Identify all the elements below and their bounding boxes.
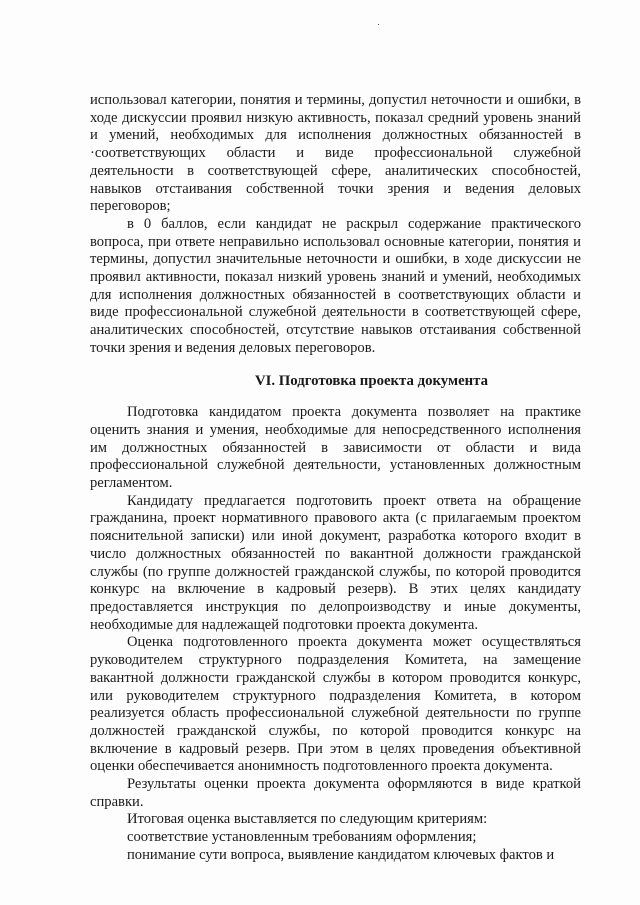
section-title: VI. Подготовка проекта документа [254,372,489,389]
paragraph-criteria-intro: Итоговая оценка выставляется по следующим критериям: [127,811,488,828]
document-body [90,92,581,865]
paragraph-task: Кандидату предлагается подготовить проект ответа на обращение гражданина, проект нормативного правового акта (с прилагаемым проектом пояснительной записки) или иной документ, разработка которого входит в число должностных обязанностей по вакантной должности гражданской службы (по группе должностей гражданской службы, по которой проводится конкурс на включение в кадровый резерв). В этих целях кандидату предоставляется инструкция по делопроизводству и иные документы, необходимые для надлежащей подготовки проекта документа. [90,492,581,633]
paragraph-criterion-understanding: понимание сути вопроса, выявление кандидатом ключевых фактов и [127,846,555,863]
paragraph-results: Результаты оценки проекта документа оформляются в виде краткой справки. [90,776,581,810]
paragraph-evaluation: Оценка подготовленного проекта документа может осуществляться руководителем структурного подразделения Комитета, на замещение вакантной должности гражданской службы в котором проводится конкурс, или руководителем структурного подразделения Комитета, в котором реализуется область профессиональной служебной деятельности по группе должностей гражданской службы, по которой проводится конкурс на включение в кадровый резерв. При этом в целях проведения объективной оценки обеспечивается анонимность подготовленного проекта документа. [90,634,581,775]
paragraph-criterion-formatting: соответствие установленным требованиям оформления; [127,829,477,846]
scan-speck [378,24,379,25]
paragraph-continued: использовал категории, понятия и термины, допустил неточности и ошибки, в ходе дискуссии проявил низкую активность, показал средний уровень знаний и умений, необходимых для исполнения должностных обязанностей в ·соответствующих области и виде профессиональной служебной деятельности в соответствующей сфере, аналитических способностей, навыков отстаивания собственной точки зрения и ведения деловых переговоров; [90,92,581,215]
paragraph-zero-points: в 0 баллов, если кандидат не раскрыл содержание практического вопроса, при ответе неправильно использовал основные категории, понятия и термины, допустил значительные неточности и ошибки, в ходе дискуссии не проявил активности, показал низкий уровень знаний и умений, необходимых для исполнения должностных обязанностей в соответствующих области и виде профессиональной служебной деятельности в соответствующей сфере, аналитических способностей, отсутствие навыков отстаивания собственной точки зрения и ведения деловых переговоров. [90,215,581,356]
paragraph-purpose: Подготовка кандидатом проекта документа позволяет на практике оценить знания и умения, необходимые для непосредственного исполнения им должностных обязанностей в зависимости от области и вида профессиональной служебной деятельности, установленных должностным регламентом. [90,404,581,492]
